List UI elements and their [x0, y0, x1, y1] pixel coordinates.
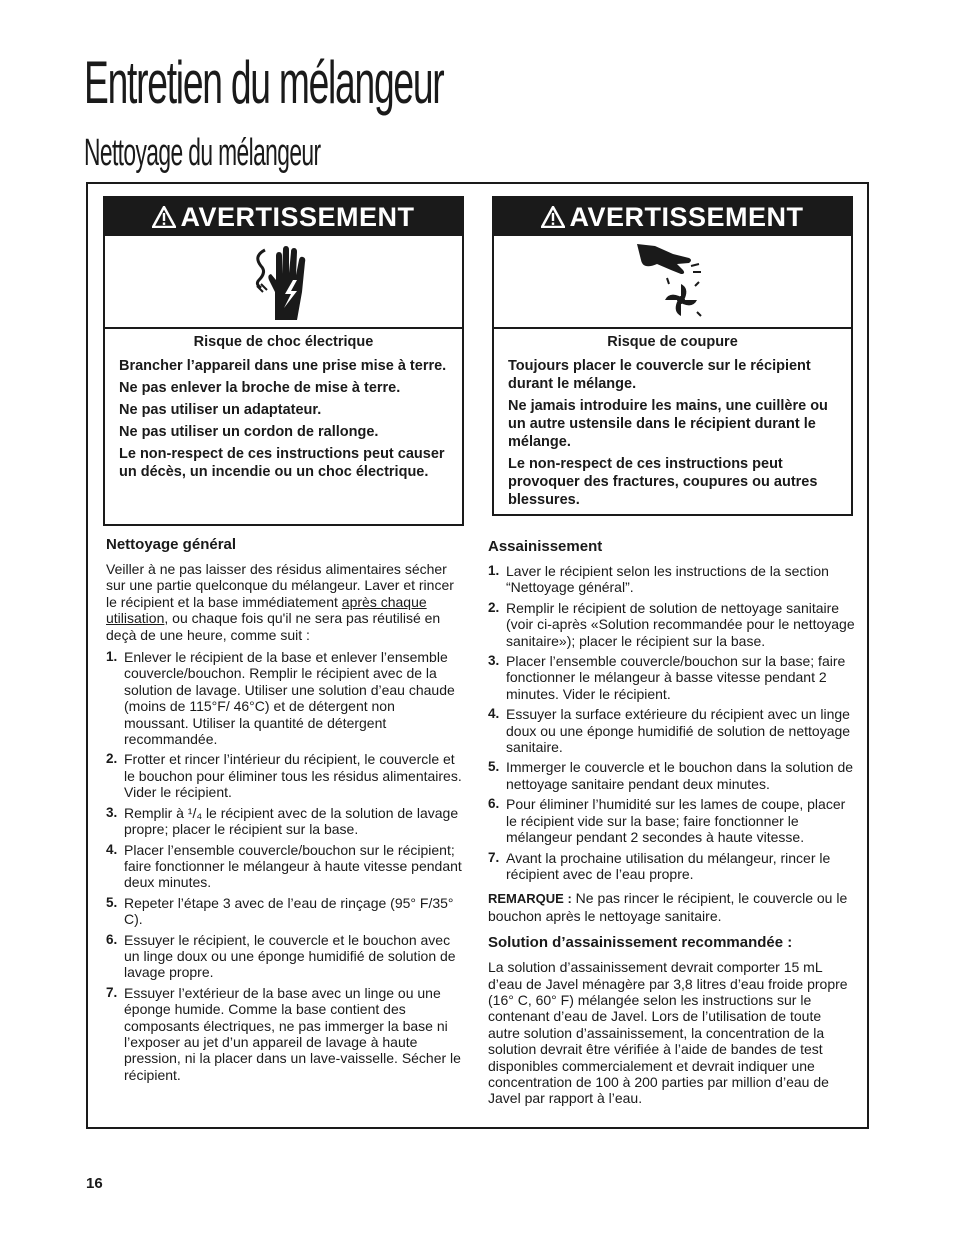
list-item: 4. Essuyer la surface extérieure du récipient avec un linge doux ou une éponge humidifié de solution de nettoyage sanitaire.: [488, 706, 851, 756]
page-title: Entretien du mélangeur: [84, 49, 444, 116]
warning-line: Toujours placer le couvercle sur le récipient durant le mélange.: [508, 358, 811, 392]
sanitize-steps: [488, 563, 856, 882]
list-item: 5. Repeter l’étape 3 avec de l’eau de rinçage (95° F/35° C).: [106, 894, 454, 928]
warning-line: Ne pas utiliser un cordon de rallonge.: [119, 424, 379, 440]
list-item: 2. Frotter et rincer l’intérieur du récipient, le couvercle et le bouchon pour éliminer tous les résidus alimentaires. Vider le récipient.: [106, 751, 462, 801]
list-item: 7. Avant la prochaine utilisation du mélangeur, rincer le récipient avec de l’eau propre.: [488, 849, 831, 882]
list-item: 7. Essuyer l’extérieur de la base avec un linge ou une éponge humide. Comme la base contient des composants électriques, ne pas immerger la base ni l’exposer au jet d’un appareil de lavage à haute pression, ni la placer dans un lave-vaisselle. Sécher le récipient.: [106, 984, 461, 1083]
list-item: 1. Enlever le récipient de la base et enlever l’ensemble couvercle/bouchon. Remplir le récipient avec de la solution de lavage. Utiliser une solution d’eau chaude (moins de 115°F/ 46°C) et de détergent non moussant. Utiliser la quantité de détergent recommandée.: [106, 649, 455, 748]
list-item: 3. Placer l’ensemble couvercle/bouchon sur la base; faire fonctionner le mélangeur à basse vitesse pendant 2 minutes. Vider le récipient.: [488, 653, 846, 702]
sanitize-section: [488, 538, 856, 1107]
warning-box-electric: [103, 196, 464, 526]
section-title: Nettoyage du mélangeur: [84, 132, 321, 174]
warning-header-label: AVERTISSEMENT: [180, 201, 415, 232]
blade-cut-hand-icon: [633, 240, 713, 324]
warning-triangle-icon: [541, 206, 565, 228]
list-item: 3. Remplir à ¹/₄ le récipient avec de la solution de lavage propre; placer le récipient sur la base.: [106, 804, 459, 838]
general-cleaning-steps: [106, 649, 462, 1083]
warning-line: Le non-respect de ces instructions peut provoquer des fractures, coupures ou autres blessures.: [508, 456, 818, 508]
list-item: 6. Essuyer le récipient, le couvercle et le bouchon avec un linge doux ou une éponge humidifié de solution de lavage propre.: [106, 931, 456, 981]
warning-line: Ne pas enlever la broche de mise à terre.: [119, 380, 401, 396]
warning-pictogram-area: [105, 236, 462, 329]
warning-line: Ne pas utiliser un adaptateur.: [119, 402, 322, 418]
warning-header: [105, 198, 462, 236]
general-cleaning-intro: Veiller à ne pas laisser des résidus alimentaires sécher sur une partie quelconque du mélangeur. Laver et rincer le récipient et la base immédiatement après chaque utilisation, ou chaque fois qu'il ne sera pas réutilisé en deçà de une heure, comme suit :: [106, 561, 454, 643]
warning-risk-label: Risque de coupure: [607, 334, 738, 350]
list-item: 5. Immerger le couvercle et le bouchon dans la solution de nettoyage sanitaire pendant deux minutes.: [488, 759, 854, 792]
warning-line: Brancher l’appareil dans une prise mise à terre.: [119, 358, 447, 374]
warning-triangle-icon: [152, 206, 176, 228]
warning-header-label: AVERTISSEMENT: [569, 201, 804, 232]
sanitize-heading: Assainissement: [488, 538, 603, 555]
list-item: 4. Placer l’ensemble couvercle/bouchon sur le récipient; faire fonctionner le mélangeur à haute vitesse pendant deux minutes.: [106, 841, 462, 891]
sanitize-note: REMARQUE : Ne pas rincer le récipient, le couvercle ou le bouchon après le nettoyage sanitaire.: [488, 890, 848, 924]
warning-line: Le non-respect de ces instructions peut causer un décès, un incendie ou un choc électrique.: [119, 446, 445, 480]
warning-box-cut: [492, 196, 853, 516]
solution-text: La solution d’assainissement devrait comporter 15 mL d’eau de Javel ménagère par 3,8 litres d’eau froide propre (16° C, 60° F) mélangée selon les instructions sur le contenant d’eau de Javel. Lors de l’utilisation de toute autre solution d’assainissement, la concentration de la solution devrait être vérifiée à l’aide de bandes de test disponibles commercialement et devrait indiquer une concentration de 100 à 200 parties par million d’eau de Javel par rapport à l’eau.: [488, 959, 848, 1107]
warning-risk-label: Risque de choc électrique: [193, 334, 374, 350]
warning-line: Ne jamais introduire les mains, une cuillère ou un autre ustensile dans le récipient durant le mélange.: [508, 398, 828, 450]
electric-shock-hand-icon: [249, 242, 319, 322]
list-item: 2. Remplir le récipient de solution de nettoyage sanitaire (voir ci-après «Solution recommandée pour le nettoyage sanitaire»); placer le récipient sur la base.: [488, 599, 855, 649]
warning-header: [494, 198, 851, 236]
list-item: 1. Laver le récipient selon les instructions de la section “Nettoyage général”.: [488, 563, 829, 596]
general-cleaning-section: [106, 536, 462, 1087]
general-cleaning-heading: Nettoyage général: [106, 536, 237, 553]
list-item: 6. Pour éliminer l’humidité sur les lames de coupe, placer le récipient vide sur la base; faire fonctionner le mélangeur pendant 2 secondes à haute vitesse.: [488, 796, 846, 846]
warning-pictogram-area: [494, 236, 851, 329]
page-number: 16: [86, 1175, 103, 1192]
solution-heading: Solution d’assainissement recommandée :: [488, 934, 793, 952]
